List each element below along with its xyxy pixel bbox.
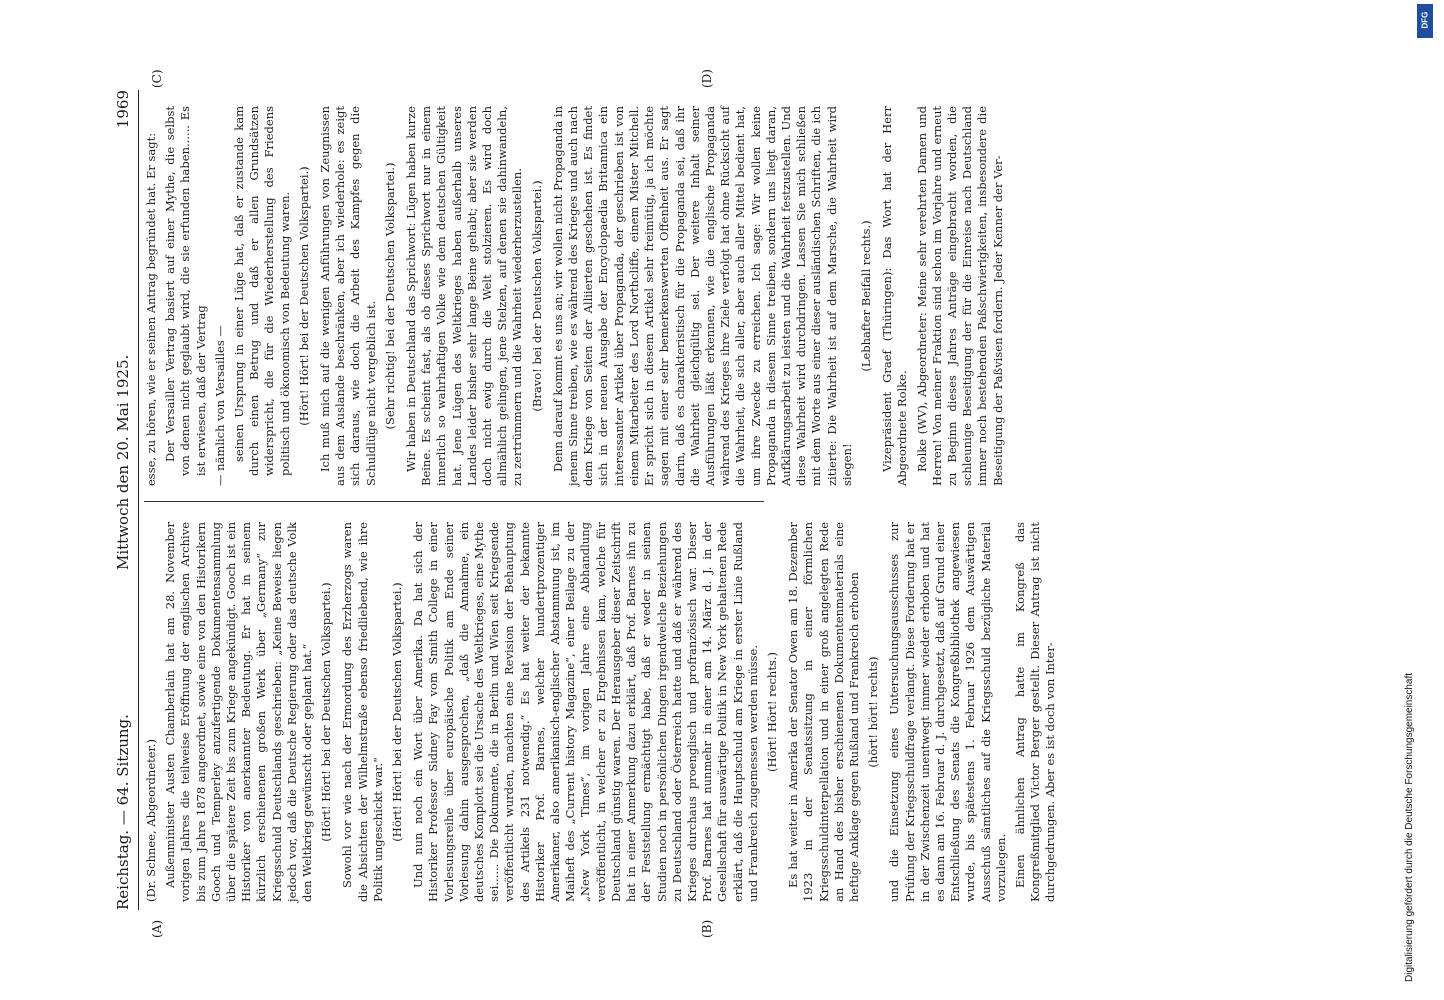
interjection: (Sehr richtig! bei der Deutschen Volkspartei.) <box>382 162 397 430</box>
column-divider <box>144 501 764 502</box>
paragraph: und die Einsetzung eines Untersuchungsausschusses zur Prüfung der Kriegsschuldfrage verlangt. Diese Forderung hat er in der Zwischenzeit unentwegt immer wieder erhoben und hat es dann am 16. Februar d. J. durchgesetzt, daß auf Grund einer Entschließung des Senats die Kongreßbibliothek angewiesen wurde, bis spätestens 1. Februar 1926 dem Auswärtigen Ausschuß sämtliches auf die Kriegsschuld bezügliche Material vorzulegen. <box>887 522 1008 902</box>
interjection: (Bravo! bei der Deutschen Volkspartei.) <box>529 180 544 412</box>
margin-marker-d: (D) <box>700 69 714 88</box>
page-number: 1969 <box>114 90 132 129</box>
margin-marker-b: (B) <box>700 919 714 938</box>
header-left: Reichstag. — 64. Sitzung. <box>114 714 132 910</box>
dfg-logo-text: DFG <box>1420 11 1430 29</box>
column-left <box>144 522 1058 902</box>
interjection: (hört! hört! rechts) <box>866 656 881 768</box>
header-rule <box>138 90 139 910</box>
interjection: (Hört! Hört! bei der Deutschen Volkspartei.) <box>296 166 311 426</box>
column-right <box>144 106 1005 486</box>
paragraph: Ich muß mich auf die wenigen Anführungen von Zeugnissen aus dem Auslande beschränken, aber ich wiederhole: es zeigt sich daraus, wie doch die Arbeit des Kampfes gegen die Schuldlüge nicht vergeblich ist. <box>318 106 378 486</box>
paragraph: Vizepräsident Graef (Thüringen): Das Wort hat der Herr Abgeordnete Rolke. <box>880 106 910 486</box>
interjection: (Hört! Hört! bei der Deutschen Volkspartei.) <box>390 582 405 842</box>
rotated-page <box>110 69 1444 938</box>
paragraph: Wir haben in Deutschland das Sprichwort: Lügen haben kurze Beine. Es scheint fast, als ob dieses Sprichwort nur in einem innerlich so wahrhaftigen Volke wie dem deutschen Gültigkeit hat. Jene Lügen des Weltkrieges haben außerhalb unseres Landes leider bisher sehr lange Beine gehabt; aber sie werden doch nicht ewig durch die Welt stolzieren. Es wird doch allmählich gelingen, jene Stelzen, auf denen sie dahinwandeln, zu zertrümmern und die Wahrheit wiederherzustellen. <box>404 106 525 486</box>
paragraph: Rolke (WV), Abgeordneter: Meine sehr verehrten Damen und Herren! Von meiner Fraktion sind schon im Vorjahre und erneut zu Beginn dieses Jahres Anträge eingebracht worden, die schleunige Beseitigung der für die Einreise nach Deutschland immer noch bestehenden Paßschwierigkeiten, insbesondere die Beseitigung der Paßvisen fordern. Jeder Kenner der Ver- <box>914 106 1005 486</box>
paragraph: Einen ähnlichen Antrag hatte im Kongreß das Kongreßmitglied Victor Berger gestellt. Dieser Antrag ist nicht durchgedrungen. Aber es ist doch von Inter- <box>1012 522 1058 902</box>
paragraph: Denn darauf kommt es uns an; wir wollen nicht Propaganda in jenem Sinne treiben, wie es während des Krieges und auch nach dem Kriege von Seiten der Alliierten geschehen ist. Es findet sich in der neuen Ausgabe der Encyclopaedia Britannica ein interessanter Artikel über Propaganda, der geschrieben ist von einem Mitarbeiter des Lord Northcliffe, einem Mister Mitchell. Er spricht sich in diesem Artikel sehr freimütig, ja ich möchte sagen mit einer sehr bemerkenswerten Offenheit aus. Er sagt darin, daß es charakteristisch für die Propaganda sei, daß ihr die Wahrheit gleichgültig sei. Der weitere Inhalt seiner Ausführungen läßt erkennen, wie die englische Propaganda während des Krieges ihre Ziele verfolgt hat ohne Rücksicht auf die Wahrheit, die sich aller, aber auch aller Mittel bedient hat, um ihre Zwecke zu erreichen. Ich sage: Wir wollen keine Propaganda in diesem Sinne treiben, sondern uns liegt daran, Aufklärungsarbeit zu leisten und die Wahrheit festzustellen. Und diese Wahrheit wird durchdringen. Lassen Sie mich schließen mit dem Worte aus einer dieser ausländischen Schriften, die ich zitierte: Die Wahrheit ist auf dem Marsche, die Wahrheit wird siegen! <box>550 106 854 486</box>
header-date: Mittwoch den 20. Mai 1925. <box>114 354 132 570</box>
interjection: (Lebhafter Beifall rechts.) <box>858 220 873 372</box>
margin-marker-a: (A) <box>150 919 164 938</box>
interjection: (Hört! Hört! rechts.) <box>764 652 779 772</box>
quote: Der Versailler Vertrag basiert auf einer Mythe, die selbst von denen nicht geglaubt wird, die sie erfunden haben...... Es ist erwiesen, daß der Vertrag <box>163 106 208 476</box>
margin-marker-c: (C) <box>150 69 164 88</box>
paragraph: Es hat weiter in Amerika der Senator Owen am 18. Dezember 1923 in der Senatssitzung in einer förmlichen Kriegsschuldinterpellation und in einer groß angelegten Rede an Hand des bisher erschienenen Dokumentenmaterials eine heftige Anklage gegen Rußland und Frankreich erhoben <box>786 522 861 902</box>
sidebar-credit: Digitalisierung gefördert durch die Deutsche Forschungsgemeinschaft <box>1404 672 1415 982</box>
quote: seinen Ursprung in einer Lüge hat, daß er zustande kam durch einen Betrug und daß er allen Grundsätzen widerspricht, die für die Wiederherstellung des Friedens politisch und ökonomisch von Bedeutung waren. <box>232 106 292 476</box>
speaker-head: (Dr. Schnee, Abgeordneter.) <box>144 739 158 902</box>
dfg-logo <box>1417 4 1433 38</box>
quote-insert: — nämlich von Versailles — <box>212 325 227 486</box>
paragraph: Sowohl vor wie nach der Ermordung des Erzherzogs waren die Absichten der Wilhelmstraße ebenso friedliebend, wie ihre Politik ungeschickt war.“ <box>340 522 385 902</box>
interjection: (Hört! Hört! bei der Deutschen Volkspartei.) <box>319 582 334 842</box>
paragraph: Und nun noch ein Wort über Amerika. Da hat sich der Historiker Professor Sidney Fay vom Smith College in einer Vorlesungsreihe über europäische Politik am Ende seiner Vorlesung dahin ausgesprochen, „daß die Annahme, ein deutsches Komplott sei die Ursache des Weltkrieges, eine Mythe sei...... Die Dokumente, die in Berlin und Wien seit Kriegsende veröffentlicht wurden, machten eine Revision der Behauptung des Artikels 231 notwendig.“ Es hat weiter der bekannte Historiker Prof. Barnes, welcher hundertprozentiger Amerikaner, also amerikanisch-englischer Abstammung ist, im Maiheft des „Current history Magazine“, einer Beilage zu der „New York Times“, im vorigen Jahre eine Abhandlung veröffentlicht, in welcher er zu Ergebnissen kam, welche für Deutschland günstig waren. Der Herausgeber dieser Zeitschrift hat in einer Anmerkung dazu erklärt, daß Prof. Barnes ihn zu der Feststellung ermächtigt habe, daß er weder in seinen Studien noch in persönlichen Dingen irgendwelche Beziehungen zu Deutschland oder Österreich hatte und daß er während des Krieges durchaus proenglisch und profranzösisch war. Dieser Prof. Barnes hat nunmehr in einer am 14. März d. J. in der Gesellschaft für auswärtige Politik in New York gehaltenen Rede erklärt, daß die Hauptschuld am Kriege in erster Linie Rußland und Frankreich zugemessen werden müsse. <box>411 522 760 902</box>
digitization-sidebar <box>1400 0 1430 1000</box>
paragraph: Außenminister Austen Chamberlain hat am 28. November vorigen Jahres die teilweise Eröffnung der englischen Archive bis zum Jahre 1878 angeordnet, sowie eine von den Historikern Gooch und Temperley anzufertigende Dokumentensammlung über die spätere Zeit bis zum Kriege angekündigt. Gooch ist ein Historiker von anerkannter Bedeutung. Er hat in seinem kürzlich erschienenen großen Werk über „Germany“ zur Kriegsschuld Deutschlands geschrieben: „Keine Beweise liegen jedoch vor, daß die Deutsche Regierung oder das deutsche Volk den Weltkrieg gewünscht oder geplant hat.“ <box>163 522 315 902</box>
paragraph: esse, zu hören, wie er seinen Antrag begründet hat. Er sagt: <box>144 132 158 486</box>
page-header <box>110 90 136 910</box>
